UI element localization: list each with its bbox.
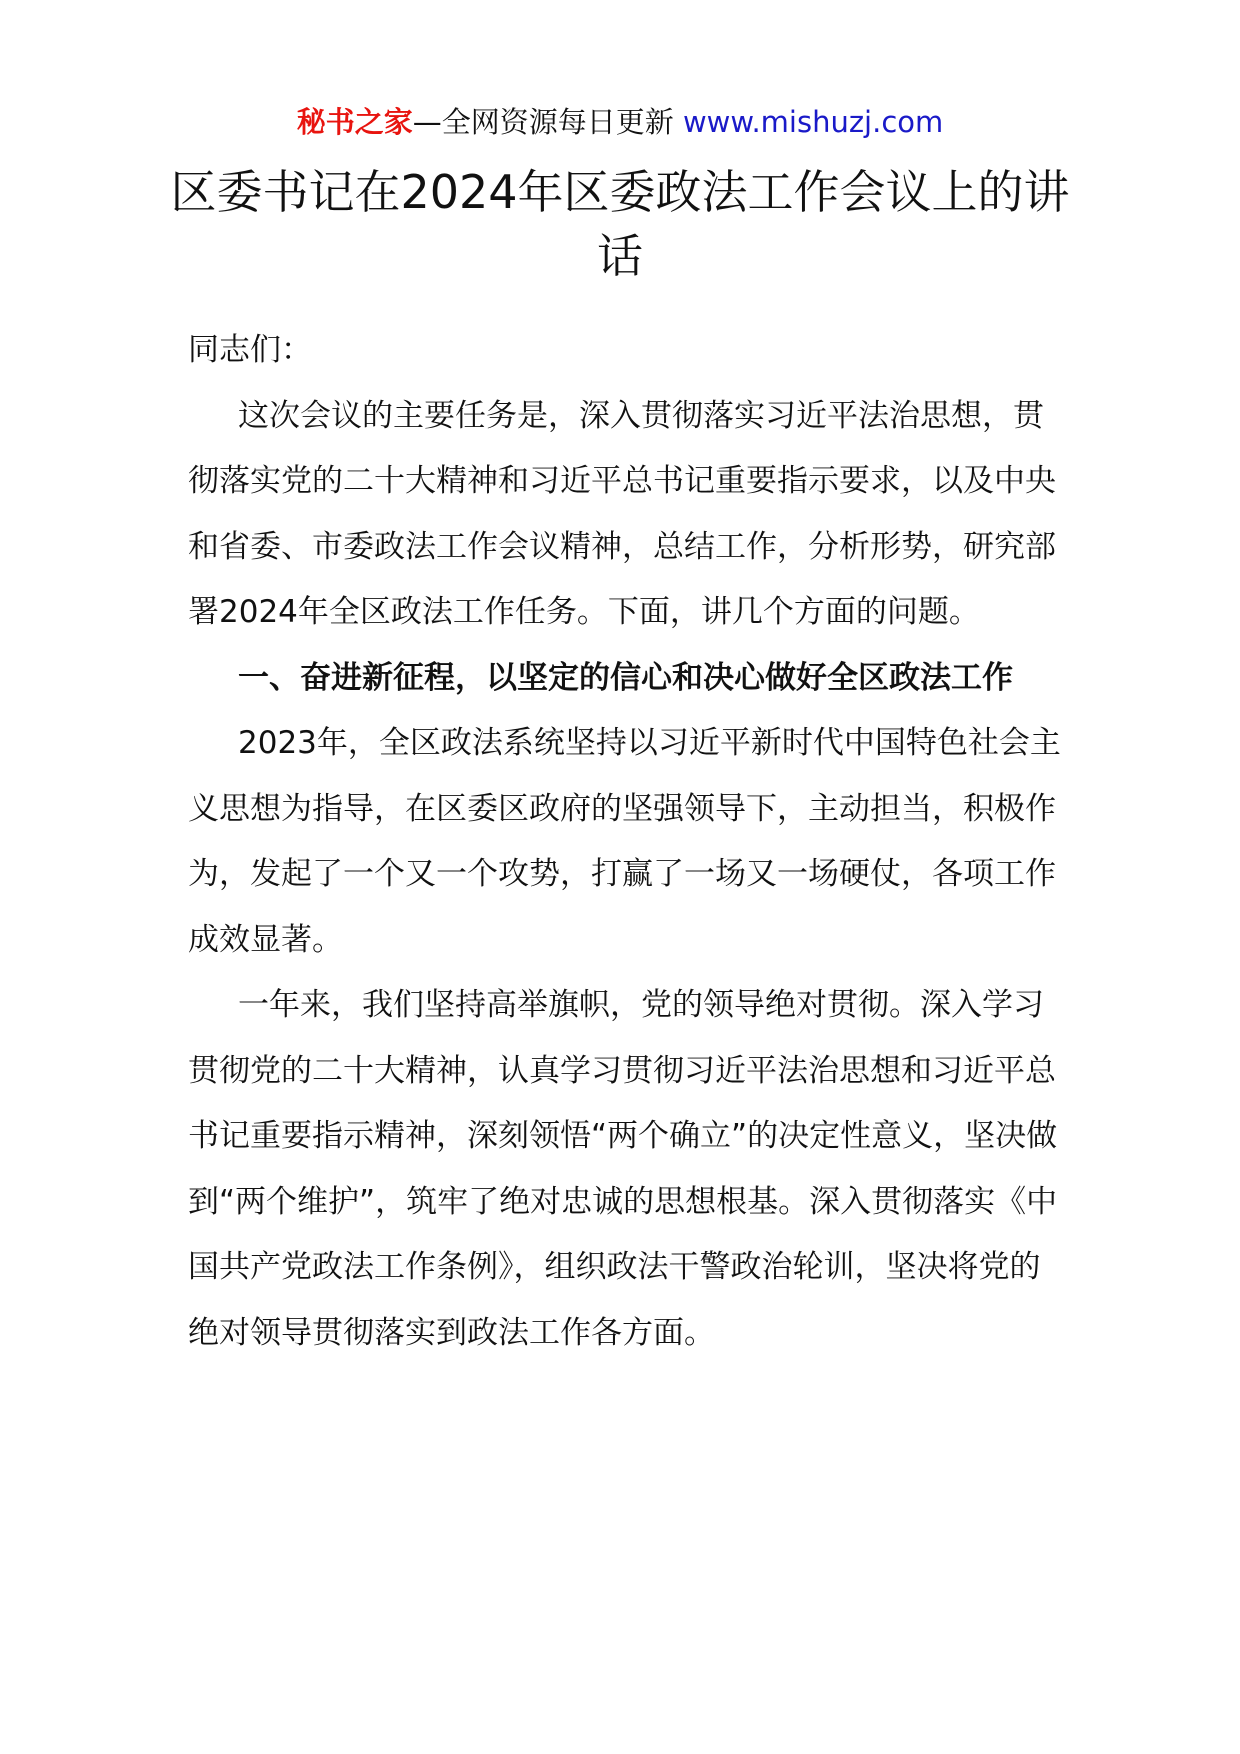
section-heading-1: 一、奋进新征程，以坚定的信心和决心做好全区政法工作 [238, 659, 1013, 696]
banner-tagline: —全网资源每日更新 [412, 105, 683, 139]
site-banner [0, 102, 1240, 142]
document-title: 区委书记在2024年区委政法工作会议上的讲话 [170, 165, 1070, 283]
brand-name: 秘书之家 [296, 105, 413, 139]
document-body [188, 318, 1068, 1366]
section-1-paragraph: 2023年，全区政法系统坚持以习近平新时代中国特色社会主义思想为指导，在区委区政府的坚强领导下，主动担当，积极作为，发起了一个又一个攻势，打赢了一场又一场硬仗，各项工作成效显著。 [188, 725, 1061, 958]
intro-paragraph: 这次会议的主要任务是，深入贯彻落实习近平法治思想，贯彻落实党的二十大精神和习近平总书记重要指示要求，以及中央和省委、市委政法工作会议精神，总结工作，分析形势，研究部署2024年全区政法工作任务。下面，讲几个方面的问题。 [188, 397, 1056, 630]
site-url-link[interactable]: www.mishuzj.com [682, 105, 944, 139]
section-1-paragraph: 一年来，我们坚持高举旗帜，党的领导绝对贯彻。深入学习贯彻党的二十大精神，认真学习贯彻习近平法治思想和习近平总书记重要指示精神，深刻领悟“两个确立”的决定性意义，坚决做到“两个维护”，筑牢了绝对忠诚的思想根基。深入贯彻落实《中国共产党政法工作条例》，组织政法干警政治轮训，坚决将党的绝对领导贯彻落实到政法工作各方面。 [188, 987, 1058, 1351]
salutation: 同志们： [188, 332, 312, 368]
